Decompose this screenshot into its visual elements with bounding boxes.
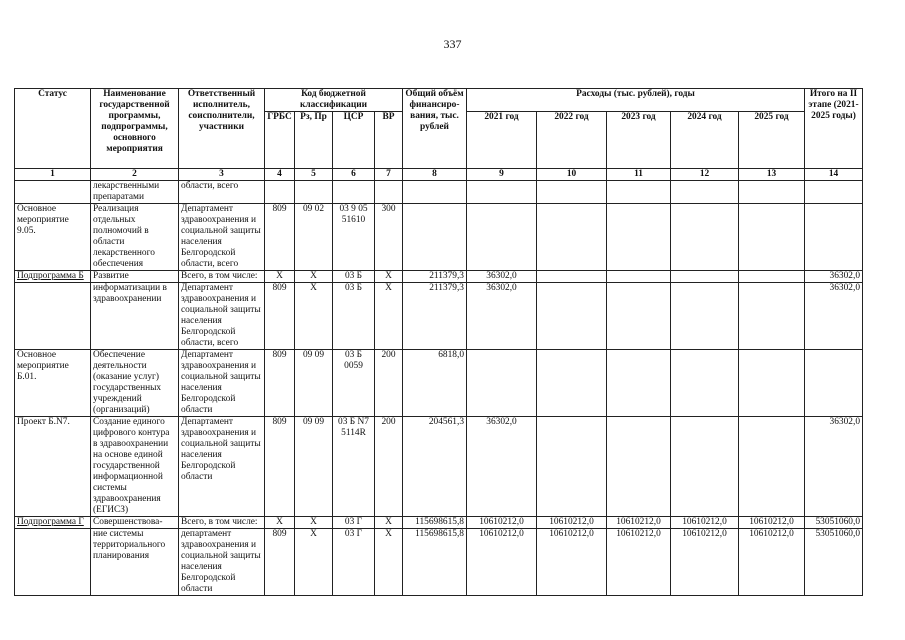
column-number: 6 <box>333 169 375 181</box>
cell-2025 <box>739 417 805 517</box>
cell-stage: 53051060,0 <box>805 517 863 529</box>
cell-2024 <box>671 271 739 283</box>
cell-executor: Департамент здравоохранения и социальной защиты населения Белгородской области <box>179 417 265 517</box>
cell-status: Основное мероприятие Б.01. <box>15 350 91 417</box>
cell-vr: 200 <box>375 417 403 517</box>
cell-executor: Всего, в том числе: <box>179 271 265 283</box>
cell-executor: Департамент здравоохранения и социальной защиты населения Белгородской области, всего <box>179 204 265 271</box>
cell-executor: Всего, в том числе: <box>179 517 265 529</box>
cell-2021: 36302,0 <box>467 417 537 517</box>
cell-executor: департамент здравоохранения и социальной защиты населения Белгородской области <box>179 529 265 596</box>
cell-csr: 03 Б N7 5114R <box>333 417 375 517</box>
cell-2025 <box>739 181 805 204</box>
header-2025: 2025 год <box>739 112 805 169</box>
column-number: 13 <box>739 169 805 181</box>
header-2023: 2023 год <box>607 112 671 169</box>
cell-2023: 10610212,0 <box>607 517 671 529</box>
table-row <box>15 204 863 271</box>
column-number: 7 <box>375 169 403 181</box>
cell-rzpr: Х <box>295 517 333 529</box>
cell-status: Подпрограмма Б <box>15 271 91 283</box>
cell-status <box>15 181 91 204</box>
cell-2024 <box>671 350 739 417</box>
cell-2025 <box>739 204 805 271</box>
cell-2021 <box>467 204 537 271</box>
cell-2021 <box>467 181 537 204</box>
cell-executor: области, всего <box>179 181 265 204</box>
table-row <box>15 529 863 596</box>
cell-2024 <box>671 283 739 350</box>
column-number: 12 <box>671 169 739 181</box>
cell-status: Основное мероприятие 9.05. <box>15 204 91 271</box>
cell-2025: 10610212,0 <box>739 529 805 596</box>
cell-2023 <box>607 283 671 350</box>
cell-csr: 03 Г <box>333 517 375 529</box>
cell-2022: 10610212,0 <box>537 529 607 596</box>
cell-stage: 36302,0 <box>805 271 863 283</box>
cell-vr: Х <box>375 271 403 283</box>
cell-csr: 03 Б 0059 <box>333 350 375 417</box>
cell-vr: Х <box>375 517 403 529</box>
cell-stage: 36302,0 <box>805 417 863 517</box>
column-number: 1 <box>15 169 91 181</box>
cell-2022 <box>537 271 607 283</box>
cell-rzpr: Х <box>295 271 333 283</box>
cell-status: Проект Б.N7. <box>15 417 91 517</box>
table-row <box>15 271 863 283</box>
cell-total: 115698615,8 <box>403 517 467 529</box>
cell-2025: 10610212,0 <box>739 517 805 529</box>
budget-table <box>14 88 863 596</box>
cell-grbs: Х <box>265 271 295 283</box>
cell-stage <box>805 204 863 271</box>
cell-csr: 03 Б <box>333 283 375 350</box>
table-row <box>15 283 863 350</box>
cell-2023: 10610212,0 <box>607 529 671 596</box>
cell-csr <box>333 181 375 204</box>
cell-2022 <box>537 350 607 417</box>
cell-2023 <box>607 181 671 204</box>
cell-csr: 03 Г <box>333 529 375 596</box>
header-expenses: Расходы (тыс. рублей), годы <box>467 89 805 112</box>
cell-rzpr <box>295 181 333 204</box>
cell-executor: Департамент здравоохранения и социальной защиты населения Белгородской области <box>179 350 265 417</box>
cell-2023 <box>607 350 671 417</box>
cell-total: 6818,0 <box>403 350 467 417</box>
header-budget-class: Код бюджетной классификации <box>265 89 403 112</box>
cell-grbs: 809 <box>265 529 295 596</box>
cell-2021: 10610212,0 <box>467 529 537 596</box>
cell-2025 <box>739 350 805 417</box>
cell-total <box>403 181 467 204</box>
header-csr: ЦСР <box>333 112 375 169</box>
cell-2022 <box>537 417 607 517</box>
cell-grbs: 809 <box>265 204 295 271</box>
cell-2025 <box>739 283 805 350</box>
column-number: 8 <box>403 169 467 181</box>
header-name: Наименование государственной программы, подпрограммы, основного мероприятия <box>91 89 179 169</box>
header-grbs: ГРБС <box>265 112 295 169</box>
header-vr: ВР <box>375 112 403 169</box>
cell-total: 211379,3 <box>403 283 467 350</box>
cell-executor: Департамент здравоохранения и социальной защиты населения Белгородской области, всего <box>179 283 265 350</box>
cell-stage <box>805 181 863 204</box>
cell-2021: 36302,0 <box>467 283 537 350</box>
cell-2021 <box>467 350 537 417</box>
cell-name: Обеспечение деятельности (оказание услуг) государственных учреждений (организаций) <box>91 350 179 417</box>
table-row <box>15 517 863 529</box>
header-2024: 2024 год <box>671 112 739 169</box>
cell-rzpr: 09 02 <box>295 204 333 271</box>
cell-2024 <box>671 417 739 517</box>
header-stage: Итого на II этапе (2021-2025 годы) <box>805 89 863 169</box>
cell-2024 <box>671 204 739 271</box>
column-number: 11 <box>607 169 671 181</box>
cell-2024 <box>671 181 739 204</box>
cell-2023 <box>607 417 671 517</box>
table-row <box>15 417 863 517</box>
column-number: 9 <box>467 169 537 181</box>
cell-grbs: 809 <box>265 283 295 350</box>
cell-rzpr: Х <box>295 529 333 596</box>
cell-2023 <box>607 204 671 271</box>
cell-name: лекарственными препаратами <box>91 181 179 204</box>
cell-total: 211379,3 <box>403 271 467 283</box>
cell-2025 <box>739 271 805 283</box>
header-status: Статус <box>15 89 91 169</box>
column-number: 4 <box>265 169 295 181</box>
column-number: 3 <box>179 169 265 181</box>
cell-2024: 10610212,0 <box>671 517 739 529</box>
cell-grbs: Х <box>265 517 295 529</box>
header-2021: 2021 год <box>467 112 537 169</box>
cell-2024: 10610212,0 <box>671 529 739 596</box>
cell-total: 204561,3 <box>403 417 467 517</box>
header-total: Общий объём финансиро-вания, тыс. рублей <box>403 89 467 169</box>
cell-status: Подпрограмма Г <box>15 517 91 529</box>
cell-grbs: 809 <box>265 417 295 517</box>
cell-name: Развитие <box>91 271 179 283</box>
cell-grbs: 809 <box>265 350 295 417</box>
column-number: 14 <box>805 169 863 181</box>
cell-csr: 03 Б <box>333 271 375 283</box>
cell-vr: 200 <box>375 350 403 417</box>
page-number: 337 <box>443 37 462 51</box>
table-row <box>15 181 863 204</box>
cell-2021: 10610212,0 <box>467 517 537 529</box>
cell-name: Реализация отдельных полномочий в области лекарственного обеспечения <box>91 204 179 271</box>
cell-total <box>403 204 467 271</box>
cell-status <box>15 529 91 596</box>
cell-2021: 36302,0 <box>467 271 537 283</box>
header-rzpr: Рз, Пр <box>295 112 333 169</box>
column-number: 5 <box>295 169 333 181</box>
cell-name: Создание единого цифрового контура в здравоохранении на основе единой государственной информационной системы здравоохранения (ЕГИСЗ) <box>91 417 179 517</box>
cell-rzpr: 09 09 <box>295 350 333 417</box>
cell-name: Совершенствова- <box>91 517 179 529</box>
cell-2022: 10610212,0 <box>537 517 607 529</box>
table-row <box>15 350 863 417</box>
cell-total: 115698615,8 <box>403 529 467 596</box>
cell-2022 <box>537 283 607 350</box>
cell-grbs <box>265 181 295 204</box>
cell-rzpr: Х <box>295 283 333 350</box>
cell-vr: Х <box>375 283 403 350</box>
header-2022: 2022 год <box>537 112 607 169</box>
header-executor: Ответственный исполнитель, соисполнители, участники <box>179 89 265 169</box>
cell-stage: 36302,0 <box>805 283 863 350</box>
column-number: 2 <box>91 169 179 181</box>
cell-rzpr: 09 09 <box>295 417 333 517</box>
cell-vr <box>375 181 403 204</box>
cell-csr: 03 9 05 51610 <box>333 204 375 271</box>
cell-name: информатизации в здравоохранении <box>91 283 179 350</box>
cell-2023 <box>607 271 671 283</box>
cell-name: ние системы территориального планирования <box>91 529 179 596</box>
cell-vr: 300 <box>375 204 403 271</box>
cell-2022 <box>537 181 607 204</box>
column-number: 10 <box>537 169 607 181</box>
cell-2022 <box>537 204 607 271</box>
cell-stage <box>805 350 863 417</box>
cell-status <box>15 283 91 350</box>
cell-vr: Х <box>375 529 403 596</box>
cell-stage: 53051060,0 <box>805 529 863 596</box>
